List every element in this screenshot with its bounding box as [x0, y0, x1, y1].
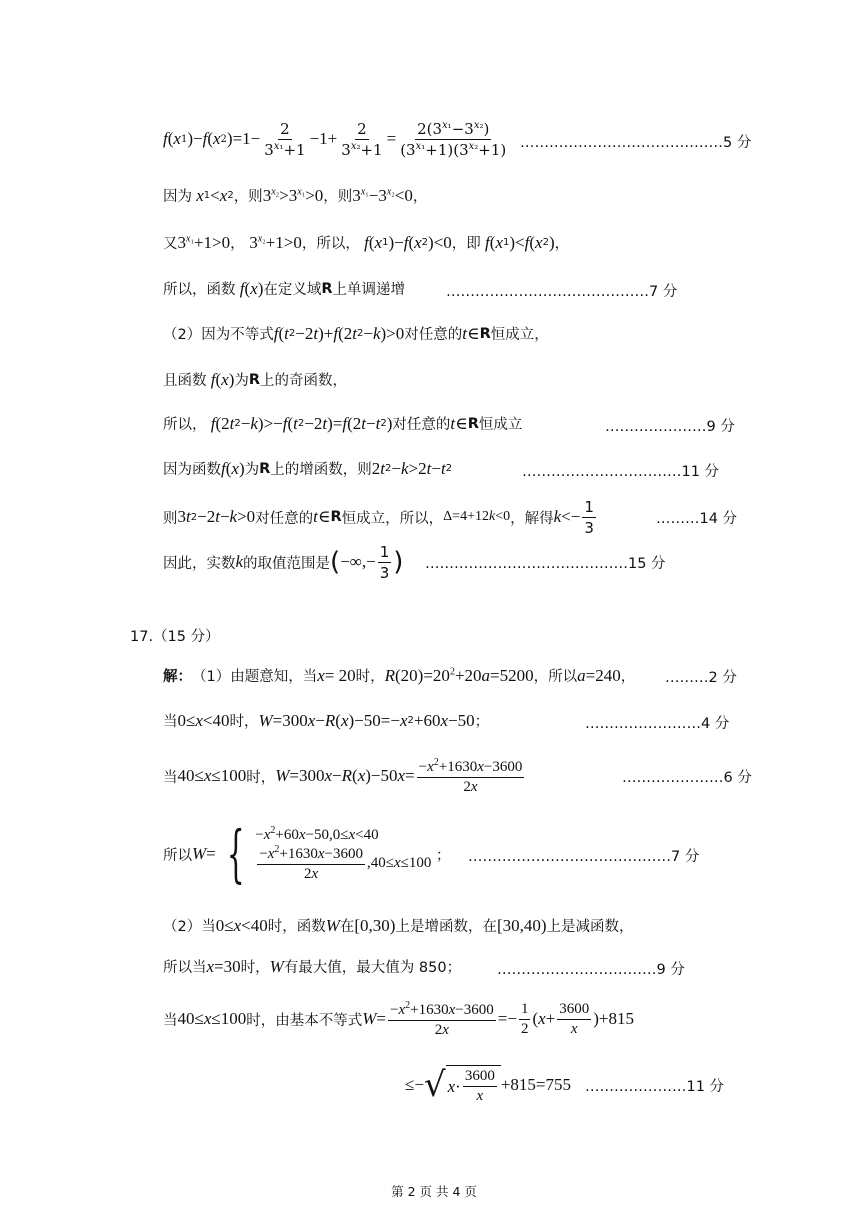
text: 所以，: [163, 417, 207, 433]
q17-case2: 当 40≤ x ≤100 时， W =300 x − R ( x )−50 x = $\frac{-x^2+1630x-3600}{2x}$: [163, 756, 523, 795]
text: 当: [163, 1012, 178, 1029]
score-4: ……………………4 分: [585, 716, 730, 732]
text: 又: [163, 236, 178, 252]
text: 的取值范围是: [243, 555, 331, 572]
text: 所以，: [316, 236, 360, 252]
text: 时，由基本不等式: [246, 1012, 363, 1029]
step-transform: 所以， f (2 t 2 − k )>− f ( t 2 −2 t )= f (2 t − t 2 ) 对任意的 t ∈ R 恒成立: [163, 413, 523, 433]
text: 当: [163, 714, 178, 730]
text: 恒成立，: [490, 327, 549, 343]
step-odd-function: 且函数 f ( x ) 为 R 上的奇函数，: [163, 369, 348, 389]
text: 因此，实数: [163, 555, 236, 572]
text: 即: [466, 236, 481, 252]
page-footer: 第 2 页 共 4 页: [391, 1184, 477, 1199]
text: 因为函数: [163, 462, 221, 478]
text: 时，: [246, 769, 276, 786]
text: （1）由题意知，当: [192, 669, 318, 685]
text: 因为: [163, 189, 192, 205]
q17-piecewise: 所以 W = { $-x^2+60x-50,0\le x<40$ $\frac{-x^2+1630x-3600}{2x}$ ,40≤x≤100 ；: [163, 817, 451, 890]
step-range: 因此，实数 k 的取值范围是 ( −∞,− $\frac{1}{3}$ ): [163, 542, 404, 582]
q17-case-ineq: 当 40≤ x ≤100 时，由基本不等式 W = $\frac{-x^2+1630x-3600}{2x}$ =− $\frac{1}{2}$ ( x + $\frac{3600}{x}$ )+815: [163, 999, 634, 1038]
q17-case1: 当 0≤ x <40 时， W =300 x − R ( x )−50=− x 2 +60 x −50 ；: [163, 710, 490, 730]
text: 对任意的: [392, 417, 451, 433]
text: 对任意的: [404, 327, 463, 343]
text: 当: [163, 769, 178, 786]
score-15: ……………………………………15 分: [425, 556, 666, 572]
text: 上的奇函数，: [260, 373, 348, 389]
text: 时，: [240, 960, 270, 976]
score-5: ……………………………………5 分: [520, 135, 752, 151]
score-2: ………2 分: [665, 670, 737, 686]
q17-title: 17.（15 分）: [130, 629, 220, 645]
text: 为: [244, 462, 260, 478]
text: 对任意的: [255, 510, 314, 527]
step-because-x1-lt-x2: 因为 x 1 < x 2 ，则 $3^{x_2}>3^{x_1}>0$ ，则 $3^{x_1}-3^{x_2}<0$ ，: [163, 185, 428, 205]
text: 在定义域: [263, 282, 322, 298]
text: 为: [234, 373, 249, 389]
score-11: ……………………………11 分: [522, 464, 720, 480]
text: 且函数: [163, 373, 207, 389]
text: ，所以: [533, 669, 578, 685]
text: （2）因为不等式: [163, 327, 274, 343]
step-increasing: 因为函数 f ( x ) 为 R 上的增函数，则 2 t 2 − k >2 t − t 2: [163, 458, 453, 478]
score-7: ……………………………………7 分: [446, 284, 678, 300]
text: 时，: [229, 714, 259, 730]
text: 时，函数: [267, 919, 326, 935]
text: 恒成立: [478, 417, 523, 433]
text: 上是增函数，在: [395, 919, 497, 935]
part2-inequality: （2）因为不等式 f ( t 2 −2 t )+ f (2 t 2 − k )>0 对任意的 t ∈ R 恒成立，: [163, 323, 549, 343]
score-14: ………14 分: [656, 511, 738, 527]
score-9: …………………9 分: [605, 419, 735, 435]
text: 上是减函数，: [546, 919, 634, 935]
text: 则: [163, 510, 178, 527]
solve-label: 解：: [163, 669, 192, 685]
score-6: …………………6 分: [622, 770, 752, 786]
text: 上的增函数，则: [270, 462, 372, 478]
step-discriminant: 则 3 t 2 −2 t − k >0 对任意的 t ∈ R 恒成立，所以， Δ=4+12 k <0 ，解得 k <− $\frac{1}{3}$: [163, 497, 594, 537]
q17-max1: 所以当 x =30 时， W 有最大值，最大值为 850；: [163, 956, 462, 976]
q17-ineq-bound: ≤− √ x · $\frac{3600}{x}$ +815=755: [405, 1065, 571, 1105]
text: ，解得: [510, 510, 554, 527]
score-7b: ……………………………………7 分: [468, 849, 700, 865]
q17-part2: （2）当 0≤ x <40 时，函数 W 在 [0,30) 上是增函数，在 [30,40) 上是减函数，: [163, 915, 634, 935]
text: 恒成立，所以，: [341, 510, 444, 527]
text: 在: [339, 919, 355, 935]
step-difference-formula: f ( x 1 )− f ( x 2 )=1− $\frac{2}{3^{x_1}+1}$ −1+ $\frac{2}{3^{x_2}+1}$ = $\frac{2(3^{x_1}-3^{x_2})}{(3^{x_1}+1)(3^{x_2}+1)}$: [163, 119, 507, 159]
text: 所以: [163, 847, 192, 864]
q17-part1: 解： （1）由题意知，当 x = 20 时， R $(20)=20^2+20$ a =5200 ，所以 a =240 ，: [163, 665, 636, 685]
step-also-positive: 又 $3^{x_1}+1>0$ ， $3^{x_2}+1>0$ ， 所以， f ( x 1 )− f ( x 2 )<0 ， 即 f ( x 1 )< f ( x 2 ) ，: [163, 232, 570, 252]
text: 有最大值，最大值为 850；: [283, 960, 462, 976]
text: 时，: [355, 669, 385, 685]
score-11b: …………………11 分: [585, 1079, 725, 1095]
text: 上单调递增: [332, 282, 406, 298]
score-9b: ……………………………9 分: [497, 962, 685, 978]
text: 所以，函数: [163, 282, 236, 298]
text: （2）当: [163, 919, 216, 935]
step-monotone: 所以，函数 f ( x ) 在定义域 R 上单调递增: [163, 278, 406, 298]
text: 所以当: [163, 960, 207, 976]
